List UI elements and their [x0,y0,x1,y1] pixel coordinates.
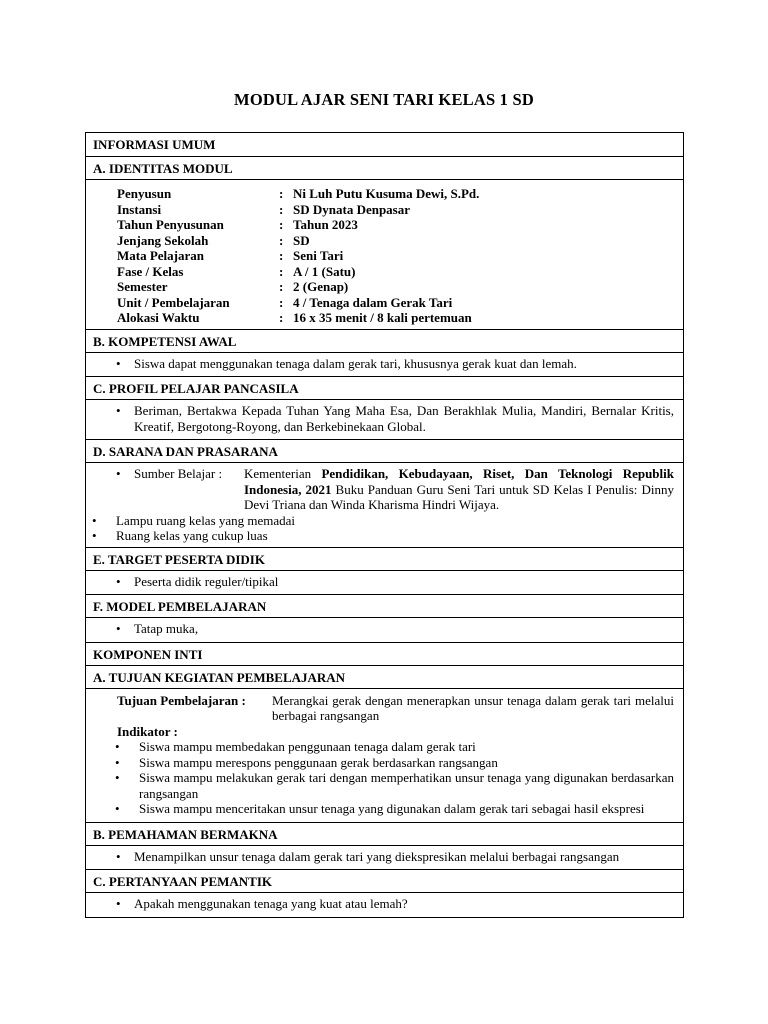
field-label: Jenjang Sekolah [117,232,209,248]
list-item: • Menampilkan unsur tenaga dalam gerak tari yang diekspresikan melalui berbagai rangsangan [112,849,674,865]
indikator-item: • Siswa mampu merespons penggunaan gerak berdasarkan rangsangan [112,755,674,771]
sarana-content [86,462,683,547]
section-header-komponen-inti: KOMPONEN INTI [86,642,683,665]
tujuan-label: Tujuan Pembelajaran : [117,692,246,708]
identitas-fields [112,184,674,326]
section-header-informasi-umum: INFORMASI UMUM [93,137,216,152]
list-item: • Tatap muka, [112,621,674,637]
section-header-model: F. MODEL PEMBELAJARAN [86,594,683,617]
indikator-item: • Siswa mampu melakukan gerak tari dengan memperhatikan unsur tenaga yang digunakan berdasarkan rangsangan [112,770,674,801]
field-colon: : [279,263,284,279]
section-header-pemahaman: B. PEMAHAMAN BERMAKNA [86,822,683,845]
model-content [86,617,683,642]
field-label: Mata Pelajaran [117,248,205,263]
pemahaman-content [86,845,683,870]
field-value: Tahun 2023 [293,217,358,232]
list-item: • Peserta didik reguler/tipikal [112,574,674,590]
source-post: Buku Panduan Guru Seni Tari untuk SD Kelas I Penulis: Dinny Devi Triana dan Winda Kharisma Hindri Wijaya. [244,481,674,512]
field-value: SD Dynata Denpasar [293,201,411,217]
tujuan-value: Merangkai gerak dengan menerapkan unsur tenaga dalam gerak tari melalui berbagai rangsangan [272,692,674,723]
field-colon: : [279,279,284,294]
module-table [85,132,684,918]
field-label: Fase / Kelas [117,263,184,279]
field-label: Unit / Pembelajaran [117,294,230,310]
field-colon: : [279,232,284,248]
identitas-modul-content [86,179,683,329]
indikator-label: Indikator : [117,723,178,739]
field-colon: : [279,201,284,217]
target-content [86,570,683,595]
field-label: Instansi [117,201,162,217]
list-item: • Ruang kelas yang cukup luas [89,528,674,544]
source-item [112,466,674,513]
section-header-kompetensi-awal: B. KOMPETENSI AWAL [86,329,683,352]
section-header-tujuan: A. TUJUAN KEGIATAN PEMBELAJARAN [86,665,683,688]
section-header-identitas-modul: A. IDENTITAS MODUL [86,156,683,179]
field-colon: : [279,248,284,263]
field-value: Seni Tari [293,248,344,263]
field-colon: : [279,294,284,310]
field-label: Penyusun [117,186,172,201]
field-colon: : [279,310,284,325]
field-value: 4 / Tenaga dalam Gerak Tari [293,294,453,310]
source-bold: Pendidikan, Kebudayaan, Riset, Dan Teknologi Republik Indonesia, 2021 [244,466,674,497]
field-value: 16 x 35 menit / 8 kali pertemuan [293,310,472,325]
field-value: SD [293,232,310,248]
field-value: A / 1 (Satu) [293,263,356,279]
tujuan-content [86,688,683,822]
section-header-sarana: D. SARANA DAN PRASARANA [86,439,683,462]
list-item: • Apakah menggunakan tenaga yang kuat atau lemah? [112,896,674,912]
field-label: Semester [117,279,168,294]
source-label: • Sumber Belajar : [134,466,223,481]
field-value: 2 (Genap) [293,279,349,294]
section-header-target: E. TARGET PESERTA DIDIK [86,547,683,570]
list-item: • Beriman, Bertakwa Kepada Tuhan Yang Maha Esa, Dan Berakhlak Mulia, Mandiri, Bernalar Kritis, Kreatif, Bergotong-Royong, dan Berkebinekaan Global. [112,403,674,434]
list-item: • Siswa dapat menggunakan tenaga dalam gerak tari, khususnya gerak kuat dan lemah. [112,356,674,372]
field-value: Ni Luh Putu Kusuma Dewi, S.Pd. [293,186,480,201]
indikator-item: • Siswa mampu membedakan penggunaan tenaga dalam gerak tari [112,739,674,755]
field-label: Alokasi Waktu [117,310,200,325]
field-colon: : [279,217,284,232]
indikator-item: • Siswa mampu menceritakan unsur tenaga yang digunakan dalam gerak tari sebagai hasil ekspresi [112,801,674,817]
list-item: • Lampu ruang kelas yang memadai [89,513,674,529]
source-pre: Kementerian [244,466,322,481]
document-title: MODUL AJAR SENI TARI KELAS 1 SD [234,90,534,109]
section-header-pertanyaan: C. PERTANYAAN PEMANTIK [86,869,683,892]
field-label: Tahun Penyusunan [117,217,224,232]
kompetensi-awal-content [86,352,683,377]
source-value [244,466,674,513]
profil-pelajar-content [86,399,683,439]
section-header-profil-pelajar: C. PROFIL PELAJAR PANCASILA [86,376,683,399]
pertanyaan-content [86,892,683,917]
field-colon: : [279,186,284,201]
